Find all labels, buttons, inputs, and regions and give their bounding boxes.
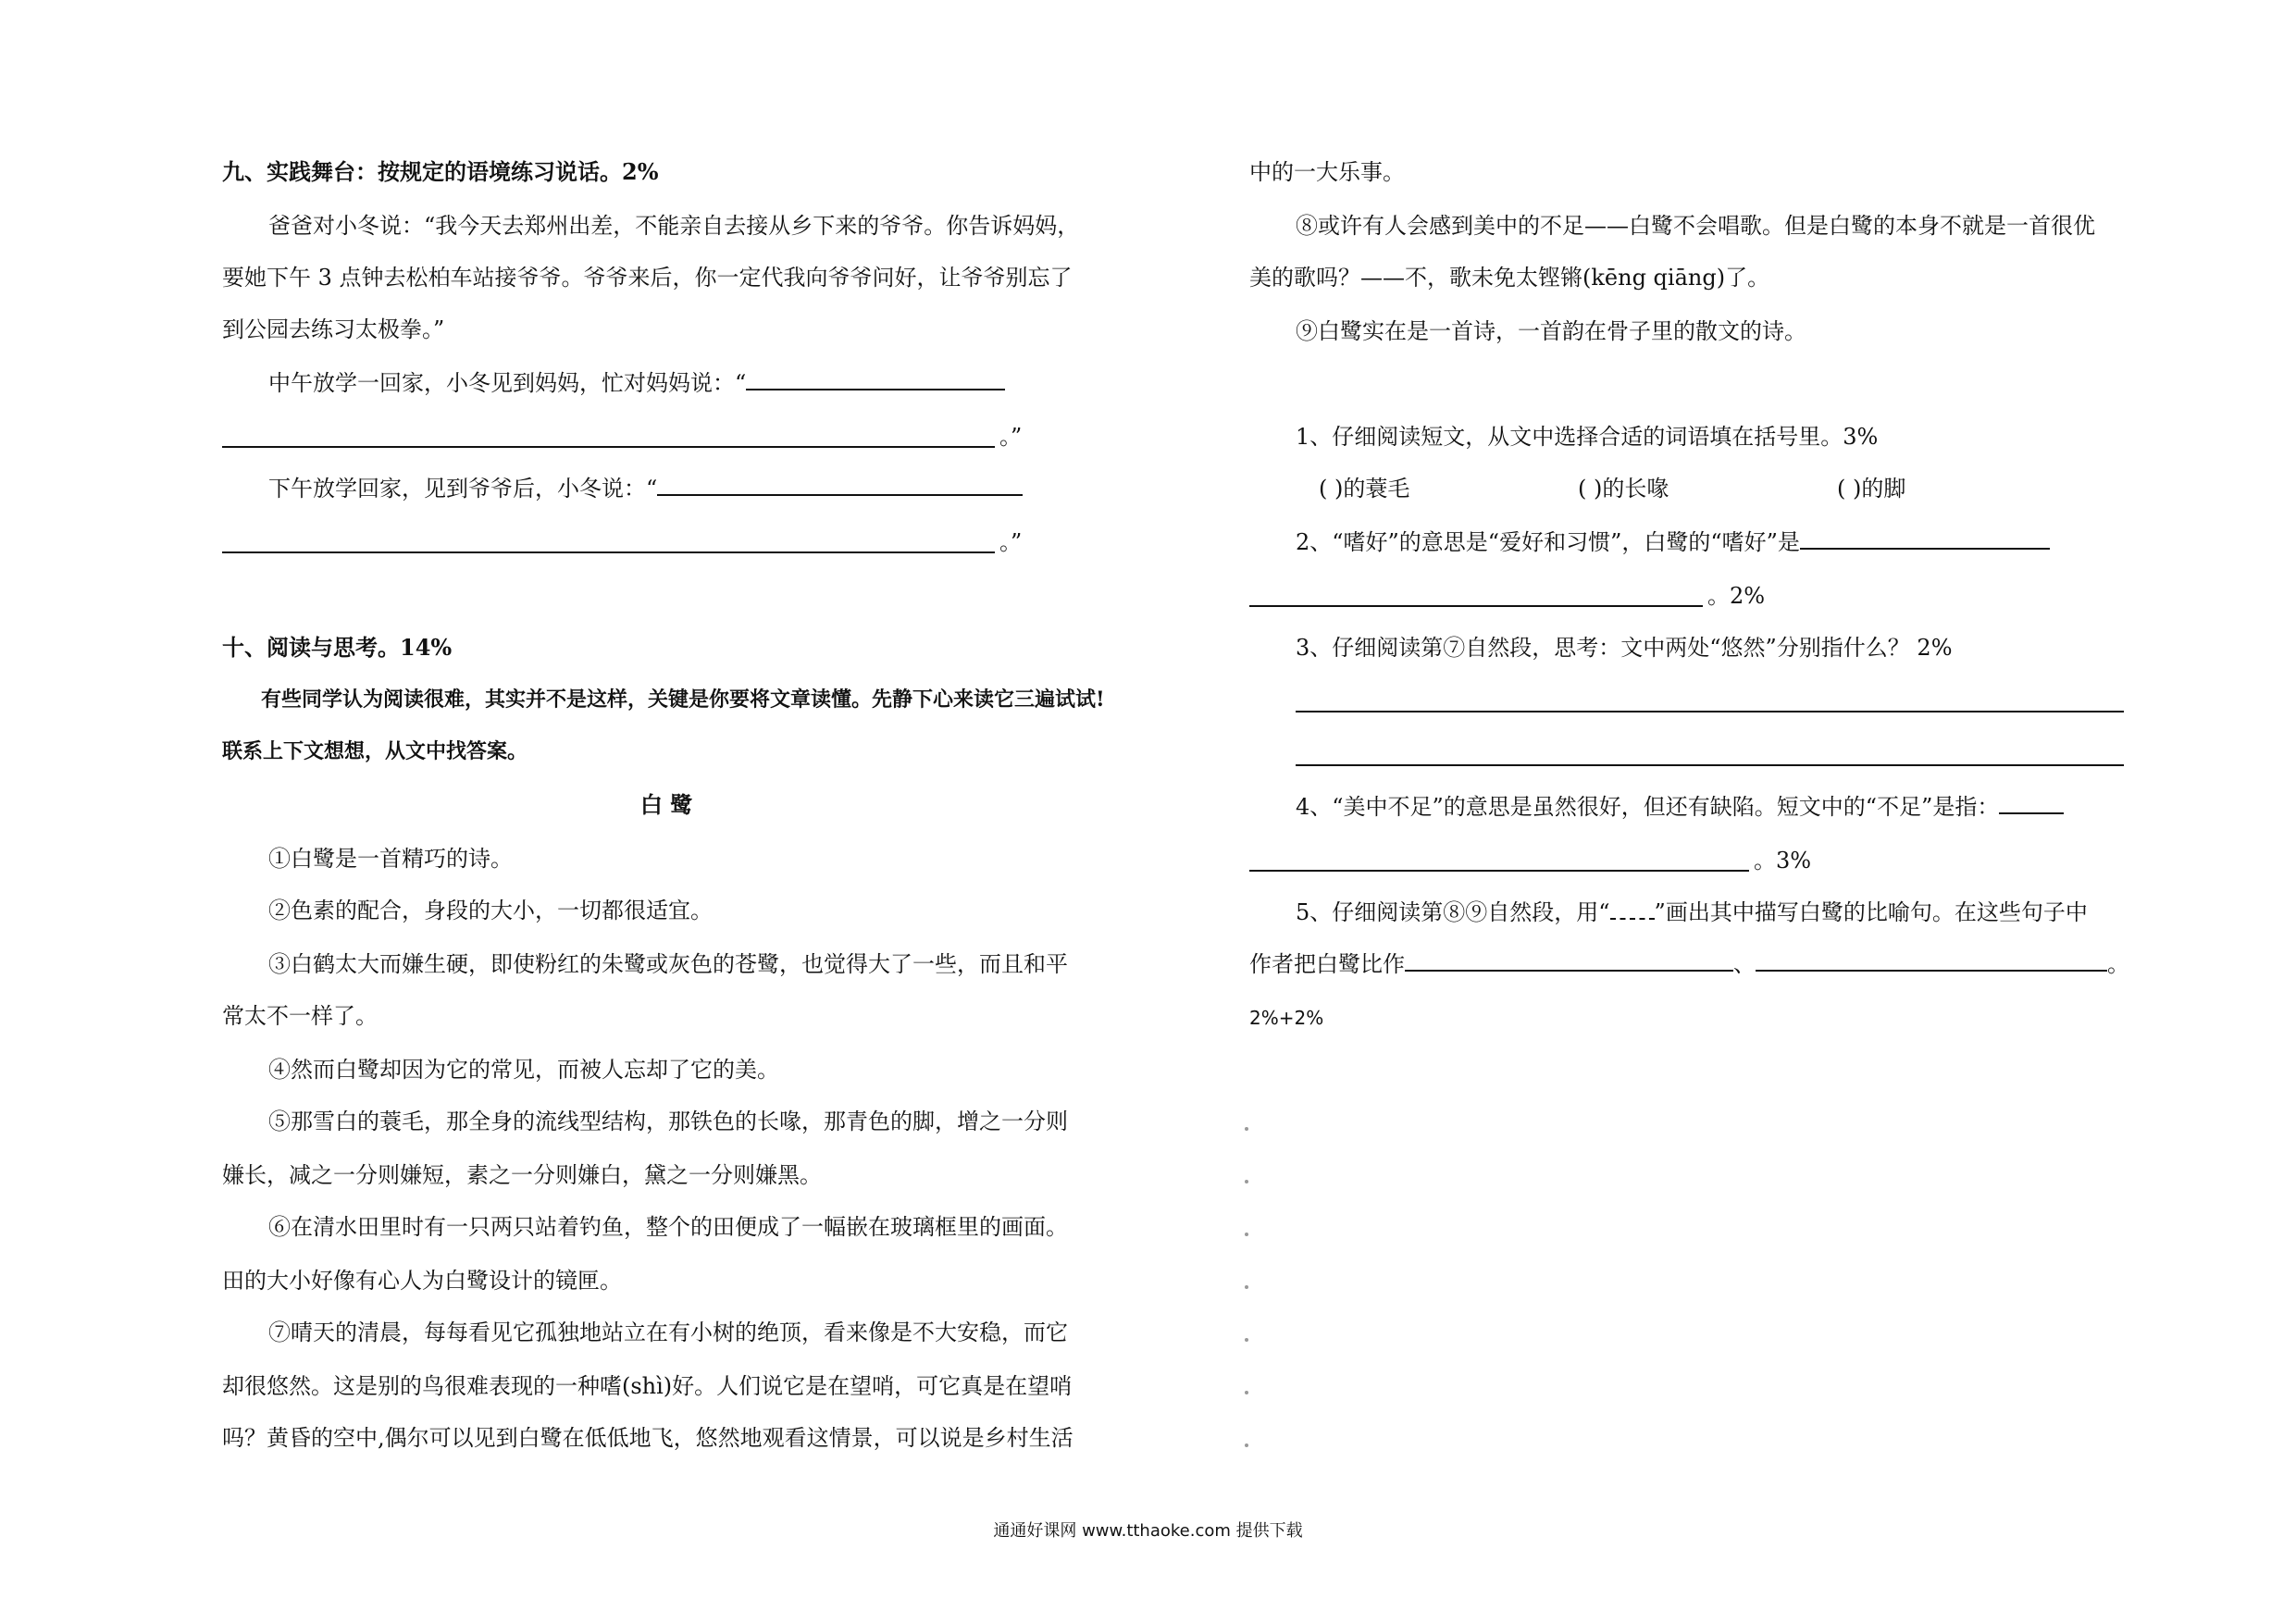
article-paragraph-7-line3: 吗？黄昏的空中,偶尔可以见到白鹭在低低地飞，悠然地观看这情景，可以说是乡村生活 — [222, 1425, 1074, 1451]
s9-question2 — [268, 474, 1023, 503]
wavy-line-sample — [1610, 898, 1655, 920]
s10-intro-line1: 有些同学认为阅读很难，其实并不是这样，关键是你要将文章读懂。先静下心来读它三遍试试! — [261, 688, 1105, 712]
s9-question2-text: 下午放学回家，见到爷爷后，小冬说：“ — [268, 476, 658, 502]
s9-question1-end: 。” — [999, 424, 1023, 450]
section-9-title: 九、实践舞台：按规定的语境练习说话。2% — [222, 158, 659, 185]
article-paragraph-6-line1: ⑥在清水田里时有一只两只站着钓鱼，整个的田便成了一幅嵌在玻璃框里的画面。 — [268, 1214, 1068, 1240]
answer-line[interactable] — [222, 446, 995, 448]
question-5-line2 — [1249, 949, 2129, 979]
answer-line[interactable] — [1296, 764, 2124, 766]
article-paragraph-7-line2: 却很悠然。这是别的鸟很难表现的一种嗜(shì)好。人们说它是在望哨，可它真是在望哨 — [222, 1373, 1073, 1399]
answer-blank[interactable] — [657, 474, 1023, 496]
margin-dot — [1245, 1391, 1248, 1394]
question-5-text-a: 5、仔细阅读第⑧⑨自然段，用“ — [1296, 899, 1610, 925]
question-2-end: 。2% — [1707, 583, 1766, 609]
answer-line[interactable] — [1249, 870, 1749, 872]
question-5-text-b: ”画出其中描写白鹭的比喻句。在这些句子中 — [1654, 899, 2088, 925]
s9-question1-text: 中午放学一回家，小冬见到妈妈，忙对妈妈说：“ — [268, 370, 747, 396]
article-paragraph-2: ②色素的配合，身段的大小，一切都很适宜。 — [268, 898, 713, 923]
margin-dot — [1245, 1338, 1248, 1342]
question-5-end: 。 — [2107, 951, 2129, 977]
question-4-text: 4、“美中不足”的意思是虽然很好，但还有缺陷。短文中的“不足”是指： — [1296, 794, 2000, 820]
question-5-separator: 、 — [1733, 951, 1756, 977]
answer-blank[interactable] — [1756, 949, 2107, 972]
article-paragraph-7-line1: ⑦晴天的清晨，每每看见它孤独地站立在有小树的绝顶，看来像是不大安稳，而它 — [268, 1319, 1068, 1345]
s9-question1 — [268, 368, 1005, 398]
question-1-blank-c[interactable]: ( )的脚 — [1837, 476, 1906, 502]
s9-paragraph-line1: 爸爸对小冬说：“我今天去郑州出差，不能亲自去接从乡下来的爷爷。你告诉妈妈， — [268, 213, 1080, 239]
article-paragraph-4: ④然而白鹭却因为它的常见，而被人忘却了它的美。 — [268, 1057, 779, 1083]
question-2 — [1296, 527, 2050, 557]
article-paragraph-7-line4: 中的一大乐事。 — [1249, 159, 1405, 185]
article-paragraph-3-line1: ③白鹤太大而嫌生硬，即使粉红的朱鹭或灰色的苍鹭，也觉得大了一些，而且和平 — [268, 951, 1068, 977]
question-4-end: 。3% — [1754, 848, 1812, 873]
margin-dot — [1245, 1233, 1248, 1236]
margin-dot — [1245, 1127, 1248, 1131]
answer-blank[interactable] — [746, 368, 1005, 390]
question-1-blank-a[interactable]: ( )的蓑毛 — [1319, 476, 1410, 502]
article-title: 白 鹭 — [639, 791, 693, 818]
question-5-line1 — [1296, 898, 2088, 927]
footer-credit: 通通好课网 www.tthaoke.com 提供下载 — [993, 1521, 1303, 1541]
s9-paragraph-line3: 到公园去练习太极拳。” — [222, 316, 445, 342]
article-paragraph-5-line2: 嫌长，减之一分则嫌短，素之一分则嫌白，黛之一分则嫌黑。 — [222, 1162, 822, 1188]
article-paragraph-6-line2: 田的大小好像有心人为白鹭设计的镜匣。 — [222, 1268, 622, 1294]
question-5-text-c: 作者把白鹭比作 — [1249, 951, 1405, 977]
answer-line[interactable] — [222, 551, 995, 553]
article-paragraph-3-line2: 常太不一样了。 — [222, 1003, 378, 1029]
question-1-blank-b[interactable]: ( )的长喙 — [1578, 476, 1669, 502]
s9-paragraph-line2: 要她下午 3 点钟去松柏车站接爷爷。爷爷来后，你一定代我向爷爷问好，让爷爷别忘了 — [222, 265, 1073, 291]
answer-line[interactable] — [1296, 711, 2124, 712]
section-10-title: 十、阅读与思考。14% — [222, 634, 453, 661]
margin-dot — [1245, 1285, 1248, 1289]
s9-question2-end: 。” — [999, 529, 1023, 555]
article-paragraph-8-line2: 美的歌吗？——不，歌未免太铿锵(kēng qiāng)了。 — [1249, 265, 1770, 291]
question-1: 1、仔细阅读短文，从文中选择合适的词语填在括号里。3% — [1296, 424, 1879, 450]
margin-dot — [1245, 1443, 1248, 1447]
question-2-text: 2、“嗜好”的意思是“爱好和习惯”，白鹭的“嗜好”是 — [1296, 529, 1800, 555]
question-3: 3、仔细阅读第⑦自然段，思考：文中两处“悠然”分别指什么？ 2% — [1296, 635, 1953, 661]
answer-line[interactable] — [1249, 605, 1703, 607]
question-4 — [1296, 792, 2064, 822]
article-paragraph-8-line1: ⑧或许有人会感到美中的不足——白鹭不会唱歌。但是白鹭的本身不就是一首很优 — [1296, 213, 2095, 239]
answer-blank[interactable] — [1800, 527, 2050, 550]
article-paragraph-5-line1: ⑤那雪白的蓑毛，那全身的流线型结构，那铁色的长喙，那青色的脚，增之一分则 — [268, 1109, 1068, 1134]
answer-blank[interactable] — [1405, 949, 1733, 972]
article-paragraph-1: ①白鹭是一首精巧的诗。 — [268, 846, 513, 872]
answer-blank[interactable] — [1999, 792, 2064, 814]
article-paragraph-9: ⑨白鹭实在是一首诗，一首韵在骨子里的散文的诗。 — [1296, 318, 1806, 344]
s10-intro-line2: 联系上下文想想，从文中找答案。 — [222, 739, 528, 763]
question-5-score: 2%+2% — [1249, 1007, 1324, 1029]
margin-dot — [1245, 1180, 1248, 1183]
